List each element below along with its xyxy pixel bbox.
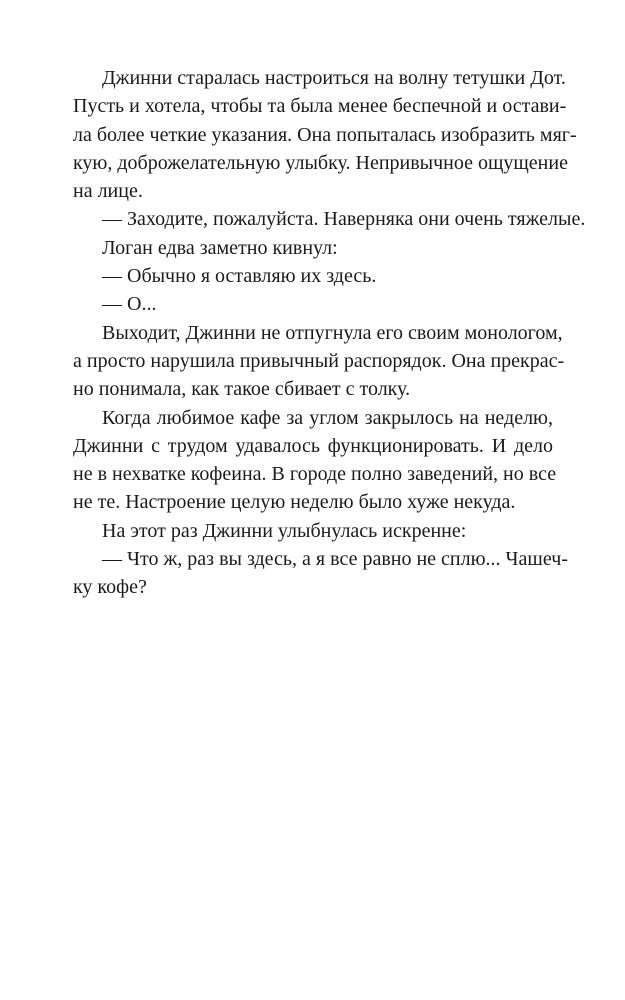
text-line: Джинни старалась настроиться на волну тетушки Дот.	[102, 67, 566, 89]
text-line: Пусть и хотела, чтобы та была менее беспечной и остави-	[73, 95, 567, 118]
text-line: ла более четкие указания. Она попыталась изобразить мяг-	[73, 123, 577, 146]
text-line: а просто нарушила привычный распорядок. Она прекрас-	[73, 349, 565, 372]
paragraph	[73, 517, 553, 545]
text-line: Выходит, Джинни не отпугнула его своим монологом,	[102, 321, 563, 344]
text-line: Логан едва заметно кивнул:	[102, 236, 338, 259]
paragraph	[73, 205, 586, 233]
paragraph	[73, 404, 557, 517]
text-line: на лице.	[73, 180, 143, 203]
text-line: не те. Настроение целую неделю было хуже некуда.	[73, 491, 516, 514]
text-line: — Что ж, раз вы здесь, а я все равно не сплю... Чашеч-	[102, 548, 568, 571]
paragraph	[73, 319, 565, 404]
text-line: ку кофе?	[73, 576, 147, 599]
text-line: — Заходите, пожалуйста. Наверняка они очень тяжелые.	[102, 208, 586, 231]
text-line: Когда любимое кафе за углом закрылось на неделю,	[102, 406, 553, 429]
text-line: Джинни с трудом удавалось функционировать. И дело	[73, 434, 553, 457]
text-line: На этот раз Джинни улыбнулась искренне:	[102, 519, 467, 542]
text-line: — Обычно я оставляю их здесь.	[102, 265, 377, 288]
text-line: кую, доброжелательную улыбку. Непривычное ощущение	[73, 151, 568, 174]
paragraph	[73, 290, 553, 318]
paragraph	[73, 234, 553, 262]
paragraph	[73, 262, 553, 290]
paragraph	[73, 64, 577, 205]
text-line: — О...	[102, 293, 157, 316]
paragraph	[73, 545, 568, 602]
text-line: но понимала, как такое сбивает с толку.	[73, 378, 411, 401]
text-line: не в нехватке кофеина. В городе полно заведений, но все	[73, 463, 557, 486]
book-page-text	[73, 64, 586, 602]
